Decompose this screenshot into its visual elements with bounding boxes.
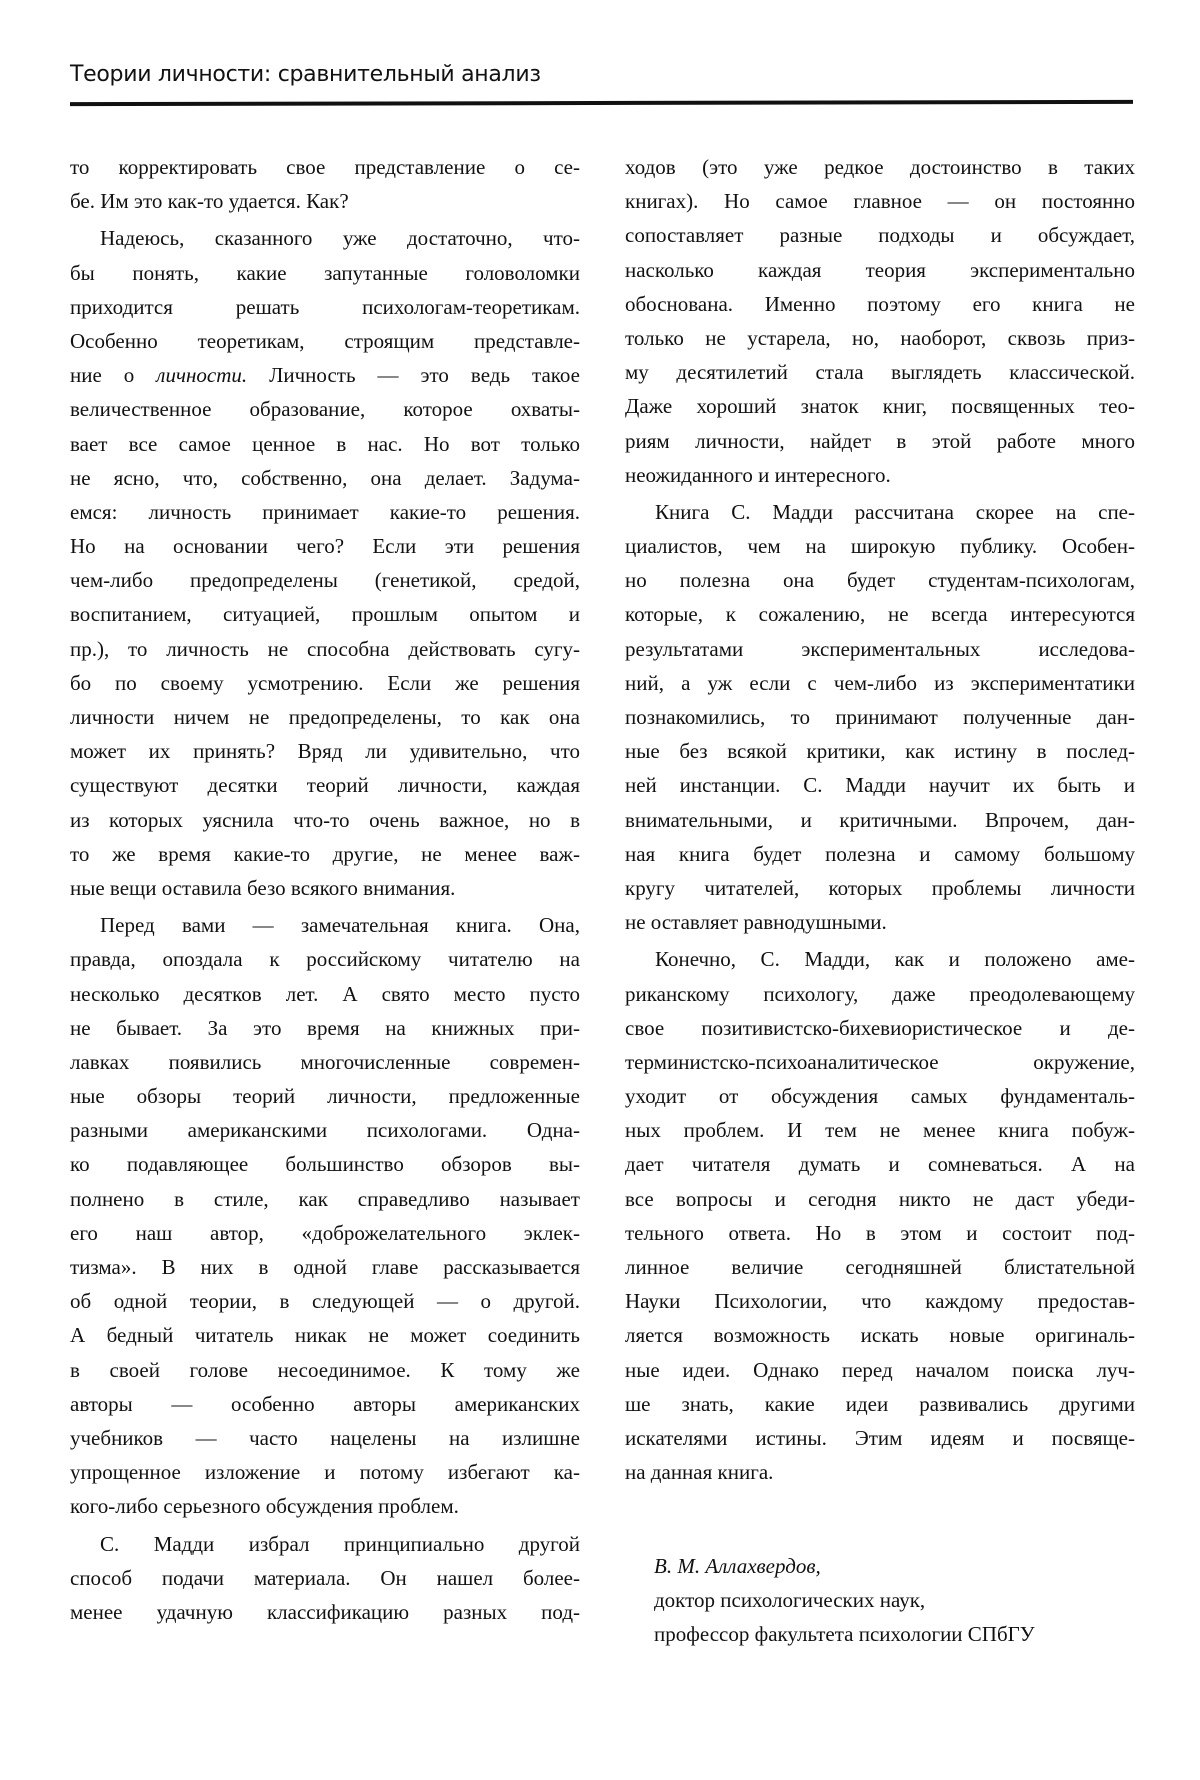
text-line: ше знать, какие идеи развивались другими <box>625 1387 1135 1421</box>
text-line: не ясно, что, собственно, она делает. Задума- <box>70 461 580 495</box>
text-line: ные идеи. Однако перед началом поиска луч- <box>625 1353 1135 1387</box>
text-line: существуют десятки теорий личности, каждая <box>70 768 580 802</box>
paragraph <box>70 150 580 218</box>
text-line: Перед вами — замечательная книга. Она, <box>70 908 580 942</box>
text-line: сопоставляет разные подходы и обсуждает, <box>625 218 1135 252</box>
text-line: упрощенное изложение и потому избегают ка- <box>70 1455 580 1489</box>
left-column <box>70 150 580 1632</box>
text-line: то корректировать свое представление о се- <box>70 150 580 184</box>
text-line: ко подавляющее большинство обзоров вы- <box>70 1147 580 1181</box>
text-line: Надеюсь, сказанного уже достаточно, что- <box>70 221 580 255</box>
text-line: воспитанием, ситуацией, прошлым опытом и <box>70 597 580 631</box>
text-line: ных проблем. И тем не менее книга побуж- <box>625 1113 1135 1147</box>
text-line: может их принять? Вряд ли удивительно, что <box>70 734 580 768</box>
author-position: профессор факультета психологии СПбГУ <box>654 1617 1035 1651</box>
text-line: Даже хороший знаток книг, посвященных тео- <box>625 389 1135 423</box>
text-line: личности ничем не предопределены, то как она <box>70 700 580 734</box>
text-line: кого-либо серьезного обсуждения проблем. <box>70 1489 580 1523</box>
text-line: ходов (это уже редкое достоинство в таких <box>625 150 1135 184</box>
text-line: дает читателя думать и сомневаться. А на <box>625 1147 1135 1181</box>
text-line: Книга С. Мадди рассчитана скорее на спе- <box>625 495 1135 529</box>
paragraph <box>70 908 580 1523</box>
header-rule <box>70 100 1133 106</box>
text-line: ные вещи оставила безо всякого внимания. <box>70 871 580 905</box>
paragraph <box>70 1527 580 1630</box>
text-line: риканскому психологу, даже преодолевающему <box>625 977 1135 1011</box>
text-line: но полезна она будет студентам-психологам, <box>625 563 1135 597</box>
text-line: приходится решать психологам-теоретикам. <box>70 290 580 324</box>
text-line: лавках появились многочисленные современ- <box>70 1045 580 1079</box>
text-line: вает все самое ценное в нас. Но вот только <box>70 427 580 461</box>
right-column <box>625 150 1135 1492</box>
paragraph <box>625 150 1135 492</box>
text-segment: Личность — это ведь такое <box>247 363 580 387</box>
text-line: ний, а уж если с чем-либо из экспериментатики <box>625 666 1135 700</box>
text-line: способ подачи материала. Он нашел более- <box>70 1561 580 1595</box>
text-line: риям личности, найдет в этой работе много <box>625 424 1135 458</box>
text-line: искателями истины. Этим идеям и посвяще- <box>625 1421 1135 1455</box>
text-line: кругу читателей, которых проблемы личности <box>625 871 1135 905</box>
text-line: му десятилетий стала выглядеть классической. <box>625 355 1135 389</box>
text-line: не оставляет равнодушными. <box>625 905 1135 939</box>
text-line: пр.), то личность не способна действовать сугу- <box>70 632 580 666</box>
text-line: несколько десятков лет. А свято место пусто <box>70 977 580 1011</box>
paragraph <box>70 221 580 905</box>
text-line: все вопросы и сегодня никто не даст убеди- <box>625 1182 1135 1216</box>
text-line: чем-либо предопределены (генетикой, средой, <box>70 563 580 597</box>
text-line: ляется возможность искать новые оригиналь- <box>625 1318 1135 1352</box>
text-line: насколько каждая теория экспериментально <box>625 253 1135 287</box>
running-head: Теории личности: сравнительный анализ <box>70 62 541 87</box>
text-line: из которых уяснила что-то очень важное, но в <box>70 803 580 837</box>
text-line: терминистско-психоаналитическое окружение, <box>625 1045 1135 1079</box>
text-line: авторы — особенно авторы американских <box>70 1387 580 1421</box>
paragraph <box>625 942 1135 1489</box>
text-line: свое позитивистско-бихевиористическое и де- <box>625 1011 1135 1045</box>
text-line: бы понять, какие запутанные головоломки <box>70 256 580 290</box>
text-line: не бывает. За это время на книжных при- <box>70 1011 580 1045</box>
text-line: величественное образование, которое охваты- <box>70 392 580 426</box>
text-line: менее удачную классификацию разных под- <box>70 1595 580 1629</box>
text-line: ные обзоры теорий личности, предложенные <box>70 1079 580 1113</box>
text-line: правда, опоздала к российскому читателю на <box>70 942 580 976</box>
text-line: внимательными, и критичными. Впрочем, дан- <box>625 803 1135 837</box>
text-line: то же время какие-то другие, не менее важ- <box>70 837 580 871</box>
text-line: которые, к сожалению, не всегда интересуются <box>625 597 1135 631</box>
text-line: Особенно теоретикам, строящим представле- <box>70 324 580 358</box>
text-line: разными американскими психологами. Одна- <box>70 1113 580 1147</box>
text-line: об одной теории, в следующей — о другой. <box>70 1284 580 1318</box>
text-line: познакомились, то принимают полученные дан- <box>625 700 1135 734</box>
text-line: тельного ответа. Но в этом и состоит под- <box>625 1216 1135 1250</box>
text-line: тизма». В них в одной главе рассказывается <box>70 1250 580 1284</box>
author-name: В. М. Аллахвердов, <box>654 1549 1035 1583</box>
text-line: учебников — часто нацелены на излишне <box>70 1421 580 1455</box>
text-line: только не устарела, но, наоборот, сквозь приз- <box>625 321 1135 355</box>
text-line: линное величие сегодняшней блистательной <box>625 1250 1135 1284</box>
text-line: А бедный читатель никак не может соединить <box>70 1318 580 1352</box>
text-line: бо по своему усмотрению. Если же решения <box>70 666 580 700</box>
text-line: неожиданного и интересного. <box>625 458 1135 492</box>
text-line: обоснована. Именно поэтому его книга не <box>625 287 1135 321</box>
text-line: ней инстанции. С. Мадди научит их быть и <box>625 768 1135 802</box>
text-line: в своей голове несоединимое. К тому же <box>70 1353 580 1387</box>
text-line: емся: личность принимает какие-то решения. <box>70 495 580 529</box>
text-line: циалистов, чем на широкую публику. Особен- <box>625 529 1135 563</box>
text-line: Но на основании чего? Если эти решения <box>70 529 580 563</box>
text-line: С. Мадди избрал принципиально другой <box>70 1527 580 1561</box>
text-line: Науки Психологии, что каждому предостав- <box>625 1284 1135 1318</box>
text-segment: ние о <box>70 363 156 387</box>
text-line: его наш автор, «доброжелательного эклек- <box>70 1216 580 1250</box>
text-line: уходит от обсуждения самых фундаменталь- <box>625 1079 1135 1113</box>
author-degree: доктор психологических наук, <box>654 1583 1035 1617</box>
signature-block <box>654 1549 1035 1652</box>
italic-term: личности. <box>156 363 247 387</box>
text-line: результатами экспериментальных исследова- <box>625 632 1135 666</box>
text-line <box>70 358 580 392</box>
text-line: бе. Им это как-то удается. Как? <box>70 184 580 218</box>
text-line: ная книга будет полезна и самому большому <box>625 837 1135 871</box>
text-line: полнено в стиле, как справедливо называет <box>70 1182 580 1216</box>
text-line: ные без всякой критики, как истину в послед- <box>625 734 1135 768</box>
text-line: книгах). Но самое главное — он постоянно <box>625 184 1135 218</box>
paragraph <box>625 495 1135 939</box>
text-line: на данная книга. <box>625 1455 1135 1489</box>
text-line: Конечно, С. Мадди, как и положено аме- <box>625 942 1135 976</box>
